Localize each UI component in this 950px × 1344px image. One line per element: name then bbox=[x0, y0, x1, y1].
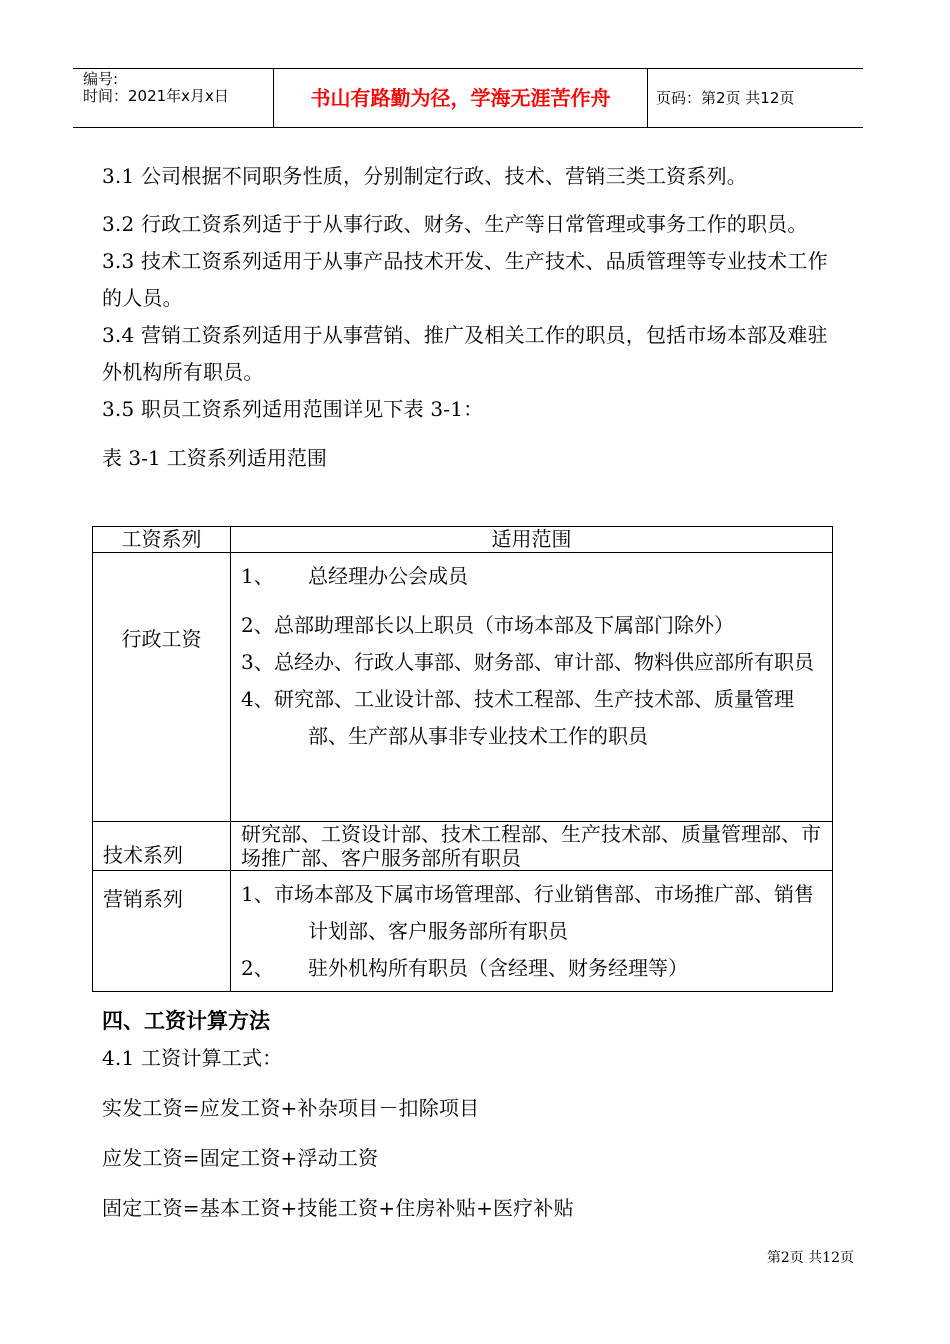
paragraph-4-1: 4.1 工资计算工式： bbox=[102, 1046, 283, 1070]
document-time: 时间：2021年x月x日 bbox=[83, 87, 229, 105]
series-cell-sales bbox=[93, 871, 231, 992]
section-4-heading: 四、工资计算方法 bbox=[102, 1009, 270, 1033]
table-header-scope: 适用范围 bbox=[231, 527, 833, 553]
item-number: 1、 bbox=[241, 564, 274, 588]
item-text: 总经办、行政人事部、财务部、审计部、物料供应部所有职员 bbox=[274, 650, 814, 674]
header-motto: 书山有路勤为径，学海无涯苦作舟 bbox=[274, 69, 648, 127]
paragraph-3-3: 3.3 技术工资系列适用于从事产品技术开发、生产技术、品质管理等专业技术工作的人员。 bbox=[102, 249, 828, 310]
table-header-series: 工资系列 bbox=[93, 527, 231, 553]
formula-gross-pay: 应发工资=固定工资+浮动工资 bbox=[102, 1146, 379, 1170]
series-label-admin: 行政工资 bbox=[121, 627, 202, 651]
list-item bbox=[241, 644, 826, 681]
item-number: 2、 bbox=[241, 613, 274, 637]
page-footer: 第2页 共12页 bbox=[766, 1250, 854, 1266]
item-text: 市场本部及下属市场管理部、行业销售部、市场推广部、销售计划部、客户服务部所有职员 bbox=[274, 882, 814, 943]
page-header bbox=[73, 68, 863, 128]
item-number: 1、 bbox=[241, 882, 274, 906]
section-4 bbox=[102, 1004, 847, 1228]
scope-cell-admin bbox=[231, 553, 833, 822]
item-text: 总经理办公会成员 bbox=[308, 564, 468, 588]
item-text: 驻外机构所有职员（含经理、财务经理等） bbox=[308, 956, 688, 980]
salary-series-table bbox=[92, 526, 833, 992]
item-text: 研究部、工业设计部、技术工程部、生产技术部、质量管理部、生产部从事非专业技术工作的职员 bbox=[274, 687, 794, 748]
formula-net-pay: 实发工资=应发工资+补杂项目－扣除项目 bbox=[102, 1096, 480, 1120]
header-meta bbox=[73, 69, 274, 127]
list-item bbox=[241, 558, 826, 595]
scope-text-tech: 研究部、工资设计部、技术工程部、生产技术部、质量管理部、市场推广部、客户服务部所有职员 bbox=[241, 822, 821, 870]
item-number: 3、 bbox=[241, 650, 274, 674]
table-row-tech bbox=[93, 822, 833, 871]
body-text bbox=[102, 158, 847, 473]
list-item bbox=[241, 950, 826, 987]
document-number-label: 编号: bbox=[83, 70, 119, 88]
formula-fixed-pay: 固定工资=基本工资+技能工资+住房补贴+医疗补贴 bbox=[102, 1196, 574, 1220]
item-number: 2、 bbox=[241, 956, 274, 980]
item-number: 4、 bbox=[241, 687, 274, 711]
list-item bbox=[241, 876, 826, 950]
list-item bbox=[241, 607, 826, 644]
scope-cell-sales bbox=[231, 871, 833, 992]
paragraph-3-5: 3.5 职员工资系列适用范围详见下表 3-1： bbox=[102, 397, 484, 421]
table-row-admin bbox=[93, 553, 833, 822]
list-item bbox=[241, 681, 826, 755]
series-label-sales: 营销系列 bbox=[103, 887, 183, 911]
header-page-code: 页码：第2页 共12页 bbox=[656, 89, 795, 107]
item-text: 总部助理部长以上职员（市场本部及下属部门除外） bbox=[274, 613, 734, 637]
table-caption: 表 3-1 工资系列适用范围 bbox=[102, 446, 327, 470]
table-header-row bbox=[93, 527, 833, 553]
table-row-sales bbox=[93, 871, 833, 992]
series-cell-tech bbox=[93, 822, 231, 871]
series-cell-admin bbox=[93, 553, 231, 822]
series-label-tech: 技术系列 bbox=[103, 843, 183, 867]
paragraph-3-2: 3.2 行政工资系列适于于从事行政、财务、生产等日常管理或事务工作的职员。 bbox=[102, 212, 808, 236]
paragraph-3-1: 3.1 公司根据不同职务性质，分别制定行政、技术、营销三类工资系列。 bbox=[102, 164, 747, 188]
scope-cell-tech bbox=[231, 822, 833, 871]
paragraph-3-4: 3.4 营销工资系列适用于从事营销、推广及相关工作的职员，包括市场本部及难驻外机构所有职员。 bbox=[102, 323, 828, 384]
